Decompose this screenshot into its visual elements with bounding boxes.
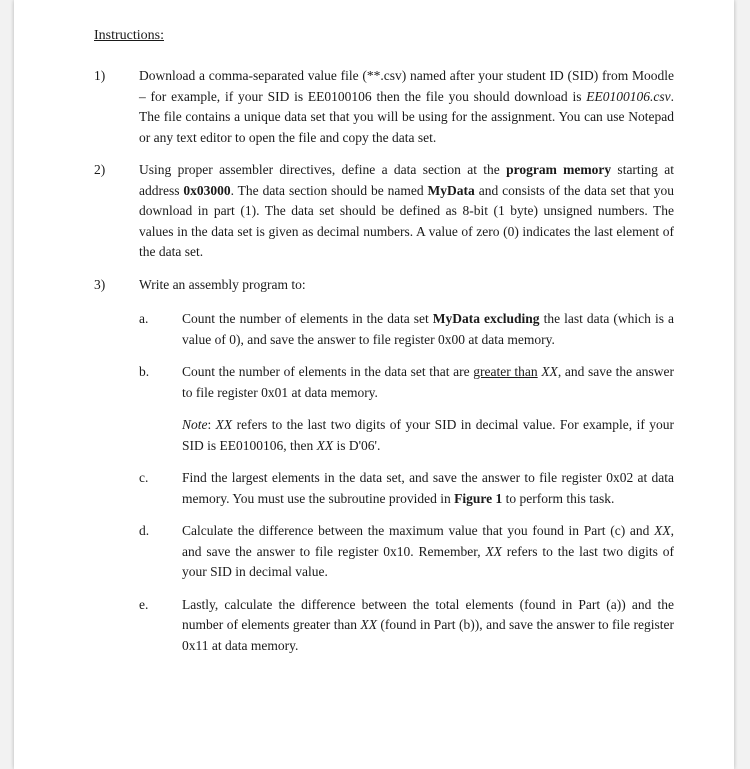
sub-item-letter: c. [139, 470, 149, 485]
item-text: and consists of the data set that you download in part (1). The data set should be defined as 8-bit (1 byte) unsigned numbers. The values in the data set is given as decimal numbers. A value of zero (0) indicates the last element of the data set. [139, 182, 674, 259]
text-run: Lastly, calculate the difference between the total elements (found in Part (a)) and the number of elements greater than [182, 596, 674, 632]
sub-item-text [182, 362, 674, 403]
text-run: to perform this task. [502, 490, 615, 506]
text-run: Count the number of elements in the data set [182, 311, 433, 326]
item-intro: Write an assembly program to: [139, 276, 306, 292]
text-run: Calculate the difference between the maximum value that you found in Part (c) and [182, 523, 655, 538]
italic-text: XX [316, 437, 334, 453]
note-paragraph [182, 415, 674, 456]
sub-item-b [139, 362, 674, 456]
text-run: is D'06'. [333, 437, 381, 453]
item-body [139, 160, 674, 263]
italic-text: XX [654, 523, 671, 538]
text-run: Count the number of elements in the data set that are [182, 364, 474, 379]
sub-item-c [139, 468, 674, 509]
sub-item-letter: e. [139, 596, 149, 612]
bold-text: 0x03000 [183, 182, 231, 198]
item-text: Download a comma-separated value file (**.csv) named after your student ID (SID) from Moodle – for example, if your SID is EE0100106 then the file you should download is [139, 68, 674, 104]
text-run: (found in Part (b)), and save the answer to file register 0x11 at data memory. [182, 617, 674, 653]
text-run: , and save the answer to file register 0x10. Remember, [182, 523, 674, 559]
sub-item-d [139, 521, 674, 583]
item-body [139, 275, 674, 657]
text-run: the last data (which is a value of 0), and save the answer to file register 0x00 at data memory. [182, 311, 674, 347]
sub-item-text [182, 595, 674, 657]
bold-text: Figure 1 [454, 490, 503, 506]
item-body [139, 66, 674, 148]
italic-text: XX [541, 364, 558, 379]
sub-item-a [139, 309, 674, 350]
instruction-item-2 [94, 160, 674, 263]
csv-filename: EE0100106.csv [586, 88, 671, 104]
sub-item-text [182, 521, 674, 583]
italic-text: XX [360, 617, 377, 632]
sub-item-text [182, 309, 674, 350]
instructions-title: Instructions: [94, 28, 164, 43]
note-label: Note [182, 417, 208, 432]
bold-text: MyData excluding [432, 311, 540, 326]
sub-item-letter: d. [139, 523, 150, 538]
item-text: starting at address [139, 162, 674, 198]
item-number: 2) [94, 162, 106, 177]
document-page [14, 0, 734, 769]
sub-item-e [139, 595, 674, 657]
instruction-item-3 [94, 275, 674, 657]
item-number: 3) [94, 276, 106, 292]
item-text: . The data section should be named [230, 182, 428, 198]
item-text: . The file contains a unique data set that you will be using for the assignment. You can use Notepad or any text editor to open the file and copy the data set. [139, 88, 674, 145]
item-number: 1) [94, 68, 106, 83]
italic-text: XX [215, 417, 233, 432]
text-run: refers to the last two digits of your SID in decimal value. [182, 543, 674, 579]
instruction-item-1 [94, 66, 674, 148]
bold-text: MyData [427, 182, 475, 198]
text-run: : [207, 417, 216, 432]
bold-text: program memory [506, 162, 612, 177]
underlined-text: greater than [473, 364, 538, 379]
instructions-content [94, 28, 674, 656]
text-run: refers to the last two digits of your SID in decimal value. For example, if your SID is EE0100106, then [182, 417, 674, 453]
text-run: Find the largest elements in the data set, and save the answer to file register 0x02 at data memory. You must use the subroutine provided in [182, 470, 674, 506]
sub-item-text [182, 468, 674, 509]
italic-text: XX [485, 543, 502, 559]
sub-item-letter: a. [139, 311, 149, 326]
text-run: , and save the answer to file register 0x01 at data memory. [182, 364, 674, 400]
sub-item-letter: b. [139, 364, 150, 379]
item-text: Using proper assembler directives, define a data section at the [139, 162, 507, 177]
